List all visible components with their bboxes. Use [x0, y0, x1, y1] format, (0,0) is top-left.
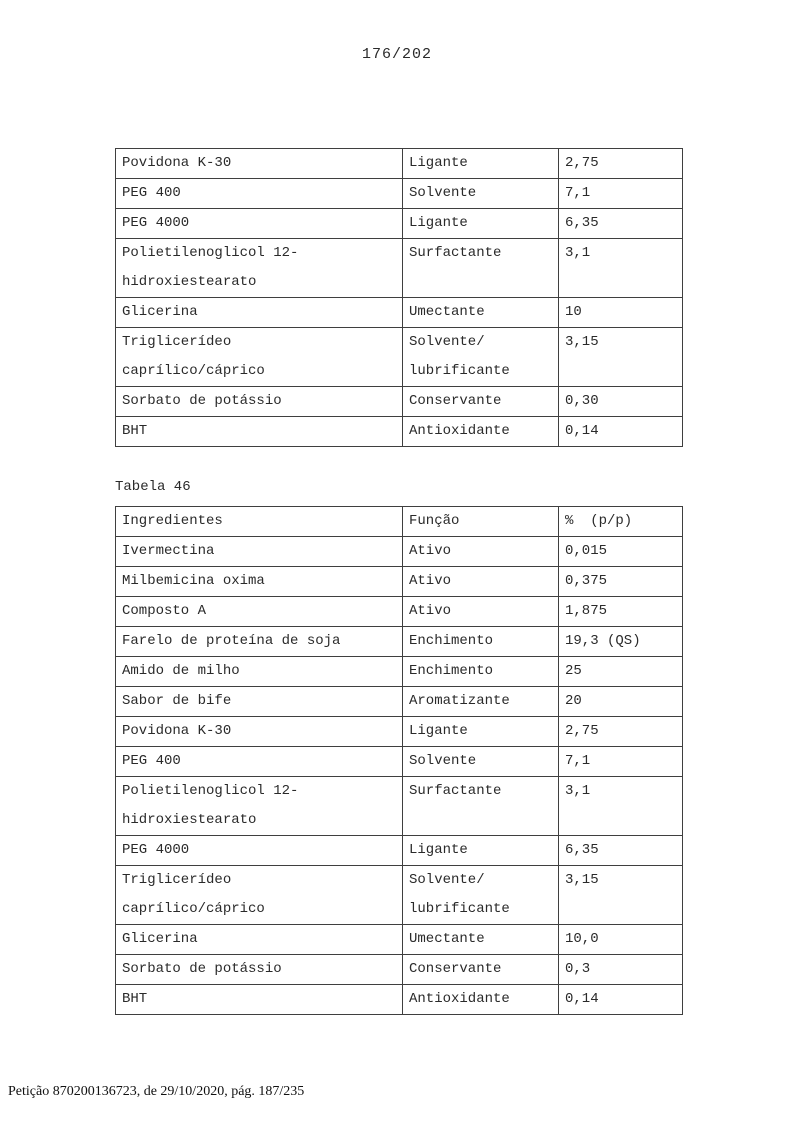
- table-cell: 3,1: [559, 777, 683, 836]
- ingredients-table-continued: [115, 148, 683, 447]
- table-cell: 7,1: [559, 179, 683, 209]
- table-cell: Ativo: [403, 537, 559, 567]
- table-row: [116, 417, 683, 447]
- table-cell: Surfactante: [403, 239, 559, 298]
- table-cell: Sabor de bife: [116, 687, 403, 717]
- table-cell: Ativo: [403, 597, 559, 627]
- table-cell: Enchimento: [403, 627, 559, 657]
- table-cell: Polietilenoglicol 12- hidroxiestearato: [116, 239, 403, 298]
- table-cell: Umectante: [403, 298, 559, 328]
- header-row: [116, 507, 683, 537]
- header-cell-percent: % (p/p): [559, 507, 683, 537]
- table-cell: Solvente/ lubrificante: [403, 866, 559, 925]
- table-cell: 19,3 (QS): [559, 627, 683, 657]
- table-cell: Amido de milho: [116, 657, 403, 687]
- table-cell: 10: [559, 298, 683, 328]
- table-cell: PEG 4000: [116, 209, 403, 239]
- table-cell: 0,3: [559, 955, 683, 985]
- table-row: [116, 836, 683, 866]
- table-cell: Conservante: [403, 387, 559, 417]
- table-cell: Umectante: [403, 925, 559, 955]
- table-row: [116, 209, 683, 239]
- page-content: [115, 148, 682, 1015]
- table-row: [116, 747, 683, 777]
- table-cell: Antioxidante: [403, 417, 559, 447]
- table-cell: 25: [559, 657, 683, 687]
- table-cell: Solvente/ lubrificante: [403, 328, 559, 387]
- table-cell: Glicerina: [116, 298, 403, 328]
- header-cell-function: Função: [403, 507, 559, 537]
- table-cell: 0,015: [559, 537, 683, 567]
- table-row: [116, 687, 683, 717]
- table-row: [116, 717, 683, 747]
- table-cell: 6,35: [559, 209, 683, 239]
- table-cell: Sorbato de potássio: [116, 955, 403, 985]
- table-cell: Farelo de proteína de soja: [116, 627, 403, 657]
- table-row: [116, 298, 683, 328]
- table-cell: 7,1: [559, 747, 683, 777]
- table-cell: BHT: [116, 985, 403, 1015]
- ingredients-table-46: [115, 506, 683, 1015]
- table-cell: Antioxidante: [403, 985, 559, 1015]
- table-cell: 3,15: [559, 866, 683, 925]
- table-cell: Conservante: [403, 955, 559, 985]
- table-cell: 6,35: [559, 836, 683, 866]
- table-cell: Surfactante: [403, 777, 559, 836]
- table-row: [116, 777, 683, 836]
- ingredients-table-continued-body: [116, 149, 683, 447]
- table-cell: Povidona K-30: [116, 717, 403, 747]
- table-cell: 0,375: [559, 567, 683, 597]
- table-cell: Solvente: [403, 747, 559, 777]
- table-row: [116, 627, 683, 657]
- table-cell: Enchimento: [403, 657, 559, 687]
- table-row: [116, 985, 683, 1015]
- table-row: [116, 597, 683, 627]
- table-cell: 2,75: [559, 149, 683, 179]
- table-row: [116, 179, 683, 209]
- table-cell: 0,14: [559, 417, 683, 447]
- table-cell: Ivermectina: [116, 537, 403, 567]
- table-cell: Aromatizante: [403, 687, 559, 717]
- table-cell: Ativo: [403, 567, 559, 597]
- table-cell: Povidona K-30: [116, 149, 403, 179]
- table-cell: Ligante: [403, 836, 559, 866]
- table-cell: PEG 400: [116, 179, 403, 209]
- table-cell: Triglicerídeo caprílico/cáprico: [116, 866, 403, 925]
- table-row: [116, 567, 683, 597]
- table-cell: Triglicerídeo caprílico/cáprico: [116, 328, 403, 387]
- table-cell: Sorbato de potássio: [116, 387, 403, 417]
- table-cell: Composto A: [116, 597, 403, 627]
- table-cell: Ligante: [403, 149, 559, 179]
- table-cell: 10,0: [559, 925, 683, 955]
- table-cell: 3,1: [559, 239, 683, 298]
- table-cell: Milbemicina oxima: [116, 567, 403, 597]
- petition-footer: Petição 870200136723, de 29/10/2020, pág. 187/235: [8, 1084, 305, 1099]
- table-cell: 1,875: [559, 597, 683, 627]
- table-row: [116, 239, 683, 298]
- table-cell: 0,30: [559, 387, 683, 417]
- table-row: [116, 328, 683, 387]
- table-cell: Solvente: [403, 179, 559, 209]
- table-row: [116, 149, 683, 179]
- table-cell: BHT: [116, 417, 403, 447]
- ingredients-table-46-body: [116, 537, 683, 1015]
- table-cell: Ligante: [403, 209, 559, 239]
- table-cell: 2,75: [559, 717, 683, 747]
- table-cell: Ligante: [403, 717, 559, 747]
- table-cell: Glicerina: [116, 925, 403, 955]
- table-cell: Polietilenoglicol 12- hidroxiestearato: [116, 777, 403, 836]
- table-cell: 0,14: [559, 985, 683, 1015]
- page-number: 176/202: [361, 46, 432, 63]
- header-cell-ingredients: Ingredientes: [116, 507, 403, 537]
- table-cell: PEG 4000: [116, 836, 403, 866]
- table-row: [116, 955, 683, 985]
- table-row: [116, 537, 683, 567]
- table-row: [116, 657, 683, 687]
- table-cell: 20: [559, 687, 683, 717]
- table-caption: Tabela 46: [115, 479, 191, 495]
- ingredients-table-46-head: [116, 507, 683, 537]
- table-cell: PEG 400: [116, 747, 403, 777]
- table-row: [116, 387, 683, 417]
- table-row: [116, 925, 683, 955]
- table-cell: 3,15: [559, 328, 683, 387]
- table-row: [116, 866, 683, 925]
